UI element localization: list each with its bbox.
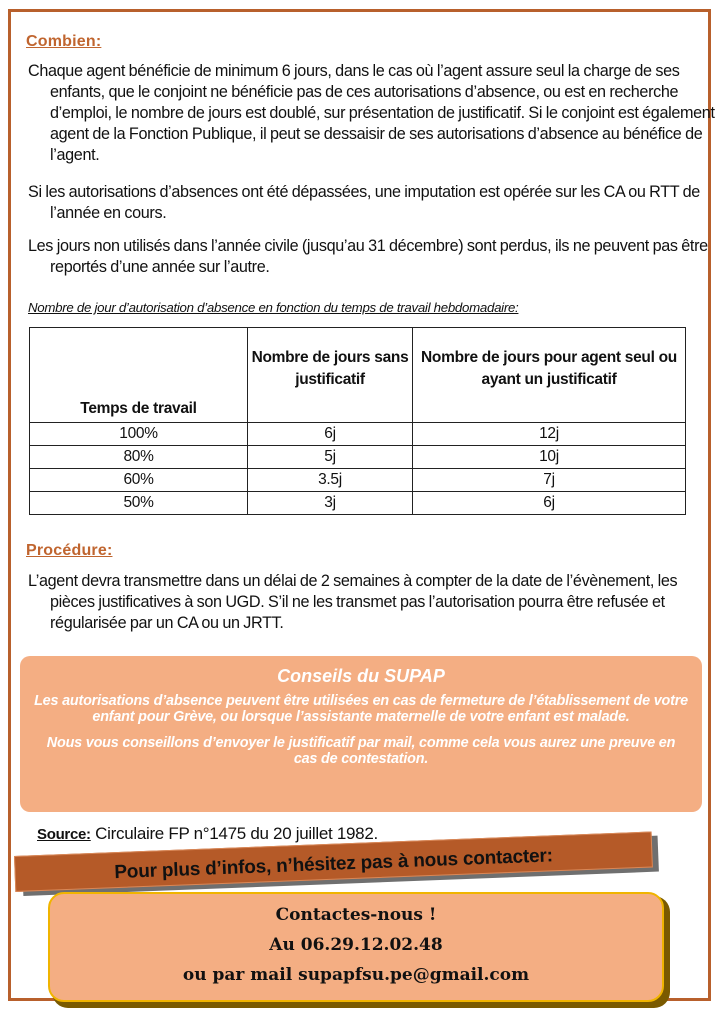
- table-header-row: [30, 328, 686, 423]
- contact-phone: Au 06.29.12.02.48: [269, 935, 443, 955]
- header-avec-justificatif: Nombre de jours pour agent seul ou ayant un justificatif: [413, 328, 686, 423]
- combien-paragraph-1: Chaque agent bénéficie de minimum 6 jours, dans le cas où l’agent assure seul la charge de ses enfants, que le conjoint ne bénéficie pas de ces autorisations d’absence, ou est en recherche d’emploi, le nombre de jours est doublé, sur présentation de justificatif. Si le conjoint est également agent de la Fonction Publique, il peut se dessaisir de ses autorisations d’absence au bénéfice de l’agent.: [28, 62, 715, 164]
- table-row: [30, 469, 686, 492]
- cell-temps: 60%: [30, 469, 248, 492]
- source-text: Circulaire FP n°1475 du 20 juillet 1982.: [90, 824, 378, 843]
- contact-banner: Pour plus d’infos, n’hésitez pas à nous contacter:: [14, 832, 653, 892]
- header-temps-de-travail: Temps de travail: [30, 328, 248, 423]
- header-sans-justificatif: Nombre de jours sans justificatif: [248, 328, 413, 423]
- cell-avec-justificatif: 12j: [413, 423, 686, 446]
- combien-heading: Combien:: [26, 33, 102, 50]
- advice-paragraph-2: Nous vous conseillons d’envoyer le justificatif par mail, comme cela vous aurez une preuve en cas de contestation.: [46, 735, 676, 767]
- cell-sans-justificatif: 6j: [248, 423, 413, 446]
- advice-paragraph-1: Les autorisations d’absence peuvent être utilisées en cas de fermeture de l’établissement de votre enfant pour Grève, ou lorsque l’assistante maternelle de votre enfant est malade.: [34, 693, 688, 725]
- advice-title: Conseils du SUPAP: [277, 666, 445, 686]
- table-row: [30, 446, 686, 469]
- table-row: [30, 423, 686, 446]
- cell-temps: 100%: [30, 423, 248, 446]
- cell-sans-justificatif: 5j: [248, 446, 413, 469]
- table-caption: Nombre de jour d’autorisation d’absence en fonction du temps de travail hebdomadaire:: [28, 300, 519, 315]
- contact-box: [48, 892, 664, 1002]
- advice-box: [20, 656, 702, 812]
- cell-avec-justificatif: 6j: [413, 492, 686, 515]
- source-line: [37, 824, 378, 844]
- cell-sans-justificatif: 3j: [248, 492, 413, 515]
- contact-email: ou par mail supapfsu.pe@gmail.com: [182, 965, 530, 985]
- contact-heading: Contactes-nous !: [275, 905, 437, 925]
- absence-days-table: [29, 327, 686, 515]
- table-row: [30, 492, 686, 515]
- cell-temps: 80%: [30, 446, 248, 469]
- combien-paragraph-3: Les jours non utilisés dans l’année civile (jusqu’au 31 décembre) sont perdus, ils ne peuvent pas être reportés d’une année sur l’autre.: [28, 237, 708, 276]
- procedure-heading: Procédure:: [26, 542, 113, 559]
- cell-temps: 50%: [30, 492, 248, 515]
- cell-avec-justificatif: 10j: [413, 446, 686, 469]
- cell-avec-justificatif: 7j: [413, 469, 686, 492]
- cell-sans-justificatif: 3.5j: [248, 469, 413, 492]
- procedure-paragraph: L’agent devra transmettre dans un délai de 2 semaines à compter de la date de l’évènement, les pièces justificatives à son UGD. S’il ne les transmet pas l’autorisation pourra être refusée et régularisée par un CA ou un JRTT.: [28, 572, 678, 632]
- combien-paragraph-2: Si les autorisations d’absences ont été dépassées, une imputation est opérée sur les CA ou RTT de l’année en cours.: [28, 183, 700, 222]
- source-label: Source:: [37, 826, 91, 843]
